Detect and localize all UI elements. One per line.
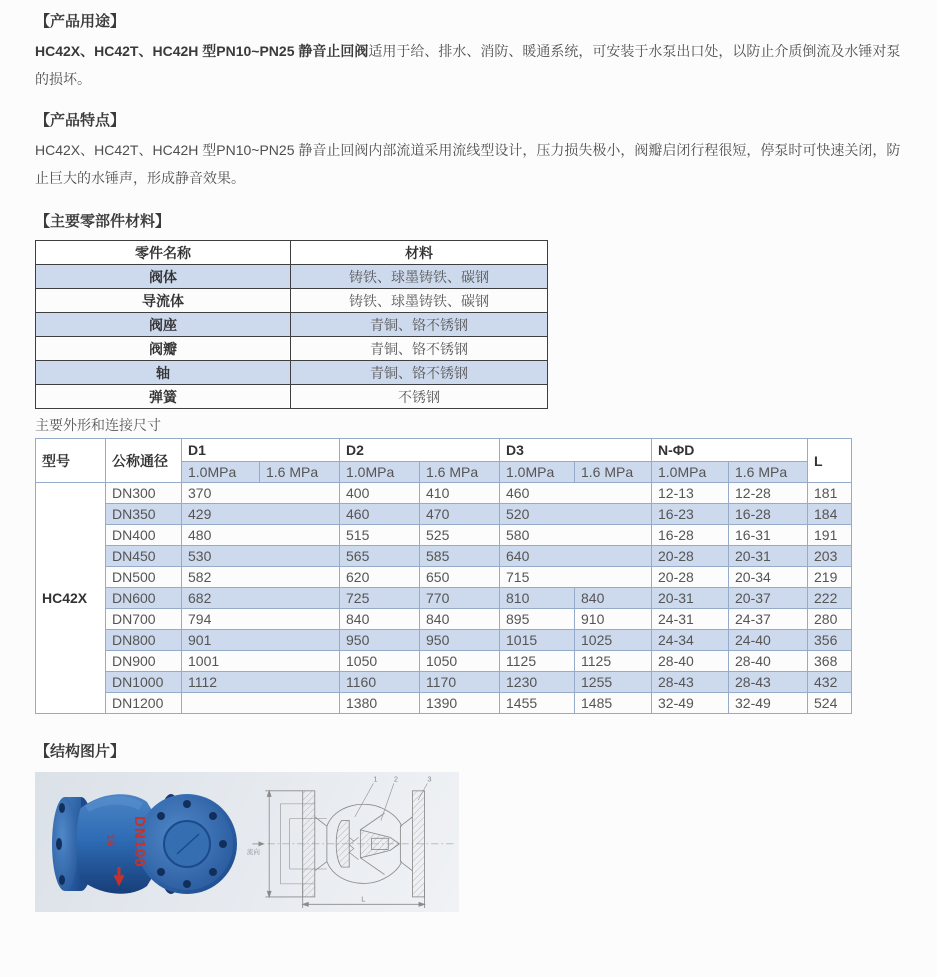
- d2-10-cell: 1050: [340, 651, 420, 672]
- dims-col-nphid: N-ΦD: [652, 439, 808, 462]
- l-cell: 368: [808, 651, 852, 672]
- nd-10-cell: 16-28: [652, 525, 729, 546]
- l-cell: 222: [808, 588, 852, 609]
- part-material: 青铜、铬不锈钢: [291, 313, 548, 337]
- table-row: [36, 525, 852, 546]
- d3-10-cell: 1230: [500, 672, 575, 693]
- nd-10-cell: 28-43: [652, 672, 729, 693]
- dims-col-d3: D3: [500, 439, 652, 462]
- usage-body-text: 适用于给、排水、消防、暖通系统，可安装于水泵出口处，以防止介质倒流及水锤对泵的损坏。: [35, 43, 901, 87]
- d2-16-cell: 950: [420, 630, 500, 651]
- d3-10-cell: 1455: [500, 693, 575, 714]
- features-paragraph: HC42X、HC42T、HC42H 型PN10~PN25 静音止回阀内部流道采用流线型设计，压力损失极小，阀瓣启闭行程很短，停泵时可快速关闭，防止巨大的水锤声，形成静音效果。: [35, 142, 901, 186]
- l-cell: 184: [808, 504, 852, 525]
- l-cell: 356: [808, 630, 852, 651]
- nd-16-cell: 12-28: [729, 483, 808, 504]
- dn-cell: DN600: [106, 588, 182, 609]
- part-name: 弹簧: [36, 385, 291, 409]
- d2-10-cell: 400: [340, 483, 420, 504]
- d2-10-cell: 460: [340, 504, 420, 525]
- pressure-label: 1.6 MPa: [575, 462, 652, 483]
- table-row: [36, 630, 852, 651]
- d1-cell: 682: [182, 588, 340, 609]
- d2-16-cell: 1170: [420, 672, 500, 693]
- nd-16-cell: 16-28: [729, 504, 808, 525]
- d1-cell: [182, 693, 340, 714]
- valve-drawing: [245, 772, 459, 912]
- l-cell: 432: [808, 672, 852, 693]
- pressure-label: 1.0MPa: [652, 462, 729, 483]
- l-cell: 219: [808, 567, 852, 588]
- nd-16-cell: 20-31: [729, 546, 808, 567]
- dn-cell: DN900: [106, 651, 182, 672]
- d2-16-cell: 840: [420, 609, 500, 630]
- table-row: [36, 609, 852, 630]
- d3-16-cell: 910: [575, 609, 652, 630]
- d3-10-cell: 810: [500, 588, 575, 609]
- drawing-callout-1: 1: [373, 774, 378, 784]
- usage-lead-text: HC42X、HC42T、HC42H 型PN10~PN25 静音止回阀: [35, 43, 369, 59]
- d2-10-cell: 565: [340, 546, 420, 567]
- nd-16-cell: 32-49: [729, 693, 808, 714]
- nd-10-cell: 24-34: [652, 630, 729, 651]
- table-row: [36, 337, 548, 361]
- materials-title: 【主要零部件材料】: [35, 213, 171, 230]
- d3-cell: 715: [500, 567, 652, 588]
- d2-16-cell: 1050: [420, 651, 500, 672]
- nd-16-cell: 20-37: [729, 588, 808, 609]
- section-structure-pictures: [35, 742, 907, 912]
- nd-10-cell: 24-31: [652, 609, 729, 630]
- d2-10-cell: 1160: [340, 672, 420, 693]
- nd-10-cell: 20-28: [652, 546, 729, 567]
- part-name: 阀座: [36, 313, 291, 337]
- part-name: 阀瓣: [36, 337, 291, 361]
- d3-16-cell: 1485: [575, 693, 652, 714]
- part-name: 轴: [36, 361, 291, 385]
- l-cell: 191: [808, 525, 852, 546]
- pressure-label: 1.6 MPa: [260, 462, 340, 483]
- nd-10-cell: 12-13: [652, 483, 729, 504]
- section-product-features: [35, 111, 907, 192]
- table-row: [36, 361, 548, 385]
- table-row: [36, 693, 852, 714]
- table-row: [36, 289, 548, 313]
- d1-cell: 1112: [182, 672, 340, 693]
- d3-cell: 520: [500, 504, 652, 525]
- materials-header-row: [36, 241, 548, 265]
- d2-10-cell: 950: [340, 630, 420, 651]
- photo-dn-marking: DN100: [131, 816, 148, 868]
- table-row: [36, 546, 852, 567]
- dn-cell: DN400: [106, 525, 182, 546]
- valve-photo: [35, 772, 245, 912]
- table-row: [36, 672, 852, 693]
- pressure-label: 1.0MPa: [500, 462, 575, 483]
- drawing-callout-2: 2: [393, 774, 399, 784]
- drawing-length-label: L: [361, 894, 366, 904]
- d2-16-cell: 525: [420, 525, 500, 546]
- materials-col-material: 材料: [291, 241, 548, 265]
- structure-image-strip: [35, 772, 459, 912]
- d3-10-cell: 1015: [500, 630, 575, 651]
- features-title: 【产品特点】: [35, 112, 126, 129]
- photo-pn-marking: 16: [104, 834, 116, 847]
- part-material: 青铜、铬不锈钢: [291, 361, 548, 385]
- pressure-label: 1.6 MPa: [729, 462, 808, 483]
- dims-header-group-row: [36, 439, 852, 462]
- d3-10-cell: 1125: [500, 651, 575, 672]
- dn-cell: DN1200: [106, 693, 182, 714]
- table-row: [36, 313, 548, 337]
- nd-10-cell: 32-49: [652, 693, 729, 714]
- d2-16-cell: 770: [420, 588, 500, 609]
- d1-cell: 370: [182, 483, 340, 504]
- structure-title: 【结构图片】: [35, 743, 126, 760]
- d3-16-cell: 840: [575, 588, 652, 609]
- dimensions-title: 主要外形和连接尺寸: [35, 417, 161, 433]
- d3-10-cell: 895: [500, 609, 575, 630]
- dims-col-l: L: [808, 439, 852, 483]
- d1-cell: 429: [182, 504, 340, 525]
- table-row: [36, 651, 852, 672]
- d3-16-cell: 1255: [575, 672, 652, 693]
- nd-16-cell: 24-37: [729, 609, 808, 630]
- d1-cell: 794: [182, 609, 340, 630]
- section-product-usage: [35, 12, 907, 93]
- part-material: 青铜、铬不锈钢: [291, 337, 548, 361]
- part-material: 铸铁、球墨铸铁、碳钢: [291, 289, 548, 313]
- d2-10-cell: 1380: [340, 693, 420, 714]
- d1-cell: 901: [182, 630, 340, 651]
- nd-16-cell: 28-40: [729, 651, 808, 672]
- l-cell: 181: [808, 483, 852, 504]
- usage-title: 【产品用途】: [35, 13, 126, 30]
- nd-10-cell: 20-28: [652, 567, 729, 588]
- nd-16-cell: 16-31: [729, 525, 808, 546]
- d2-16-cell: 650: [420, 567, 500, 588]
- d3-cell: 460: [500, 483, 652, 504]
- section-materials: [35, 212, 907, 409]
- materials-col-part: 零件名称: [36, 241, 291, 265]
- usage-paragraph: [35, 37, 907, 93]
- dn-cell: DN300: [106, 483, 182, 504]
- table-row: [36, 567, 852, 588]
- dimensions-table: [35, 438, 852, 714]
- part-material: 不锈钢: [291, 385, 548, 409]
- d2-16-cell: 410: [420, 483, 500, 504]
- dn-cell: DN350: [106, 504, 182, 525]
- table-row: [36, 265, 548, 289]
- drawing-flow-label: 流向: [246, 849, 260, 857]
- nd-10-cell: 16-23: [652, 504, 729, 525]
- part-name: 导流体: [36, 289, 291, 313]
- part-name: 阀体: [36, 265, 291, 289]
- d3-cell: 580: [500, 525, 652, 546]
- l-cell: 280: [808, 609, 852, 630]
- d1-cell: 1001: [182, 651, 340, 672]
- dn-cell: DN500: [106, 567, 182, 588]
- dims-col-d2: D2: [340, 439, 500, 462]
- l-cell: 524: [808, 693, 852, 714]
- dn-cell: DN1000: [106, 672, 182, 693]
- dn-cell: DN450: [106, 546, 182, 567]
- model-cell: HC42X: [36, 483, 106, 714]
- dn-cell: DN800: [106, 630, 182, 651]
- dims-col-dn: 公称通径: [106, 439, 182, 483]
- materials-table: [35, 240, 548, 409]
- d2-16-cell: 585: [420, 546, 500, 567]
- table-row: [36, 483, 852, 504]
- pressure-label: 1.0MPa: [182, 462, 260, 483]
- d2-16-cell: 1390: [420, 693, 500, 714]
- pressure-label: 1.6 MPa: [420, 462, 500, 483]
- d3-16-cell: 1125: [575, 651, 652, 672]
- table-row: [36, 588, 852, 609]
- nd-10-cell: 20-31: [652, 588, 729, 609]
- part-material: 铸铁、球墨铸铁、碳钢: [291, 265, 548, 289]
- nd-16-cell: 28-43: [729, 672, 808, 693]
- drawing-callout-3: 3: [427, 774, 432, 784]
- dims-col-model: 型号: [36, 439, 106, 483]
- table-row: [36, 504, 852, 525]
- d2-10-cell: 620: [340, 567, 420, 588]
- d3-16-cell: 1025: [575, 630, 652, 651]
- d2-10-cell: 840: [340, 609, 420, 630]
- d2-10-cell: 725: [340, 588, 420, 609]
- table-row: [36, 385, 548, 409]
- d1-cell: 582: [182, 567, 340, 588]
- pressure-label: 1.0MPa: [340, 462, 420, 483]
- d1-cell: 480: [182, 525, 340, 546]
- l-cell: 203: [808, 546, 852, 567]
- d2-10-cell: 515: [340, 525, 420, 546]
- dn-cell: DN700: [106, 609, 182, 630]
- nd-16-cell: 24-40: [729, 630, 808, 651]
- nd-10-cell: 28-40: [652, 651, 729, 672]
- d3-cell: 640: [500, 546, 652, 567]
- d1-cell: 530: [182, 546, 340, 567]
- nd-16-cell: 20-34: [729, 567, 808, 588]
- d2-16-cell: 470: [420, 504, 500, 525]
- dims-col-d1: D1: [182, 439, 340, 462]
